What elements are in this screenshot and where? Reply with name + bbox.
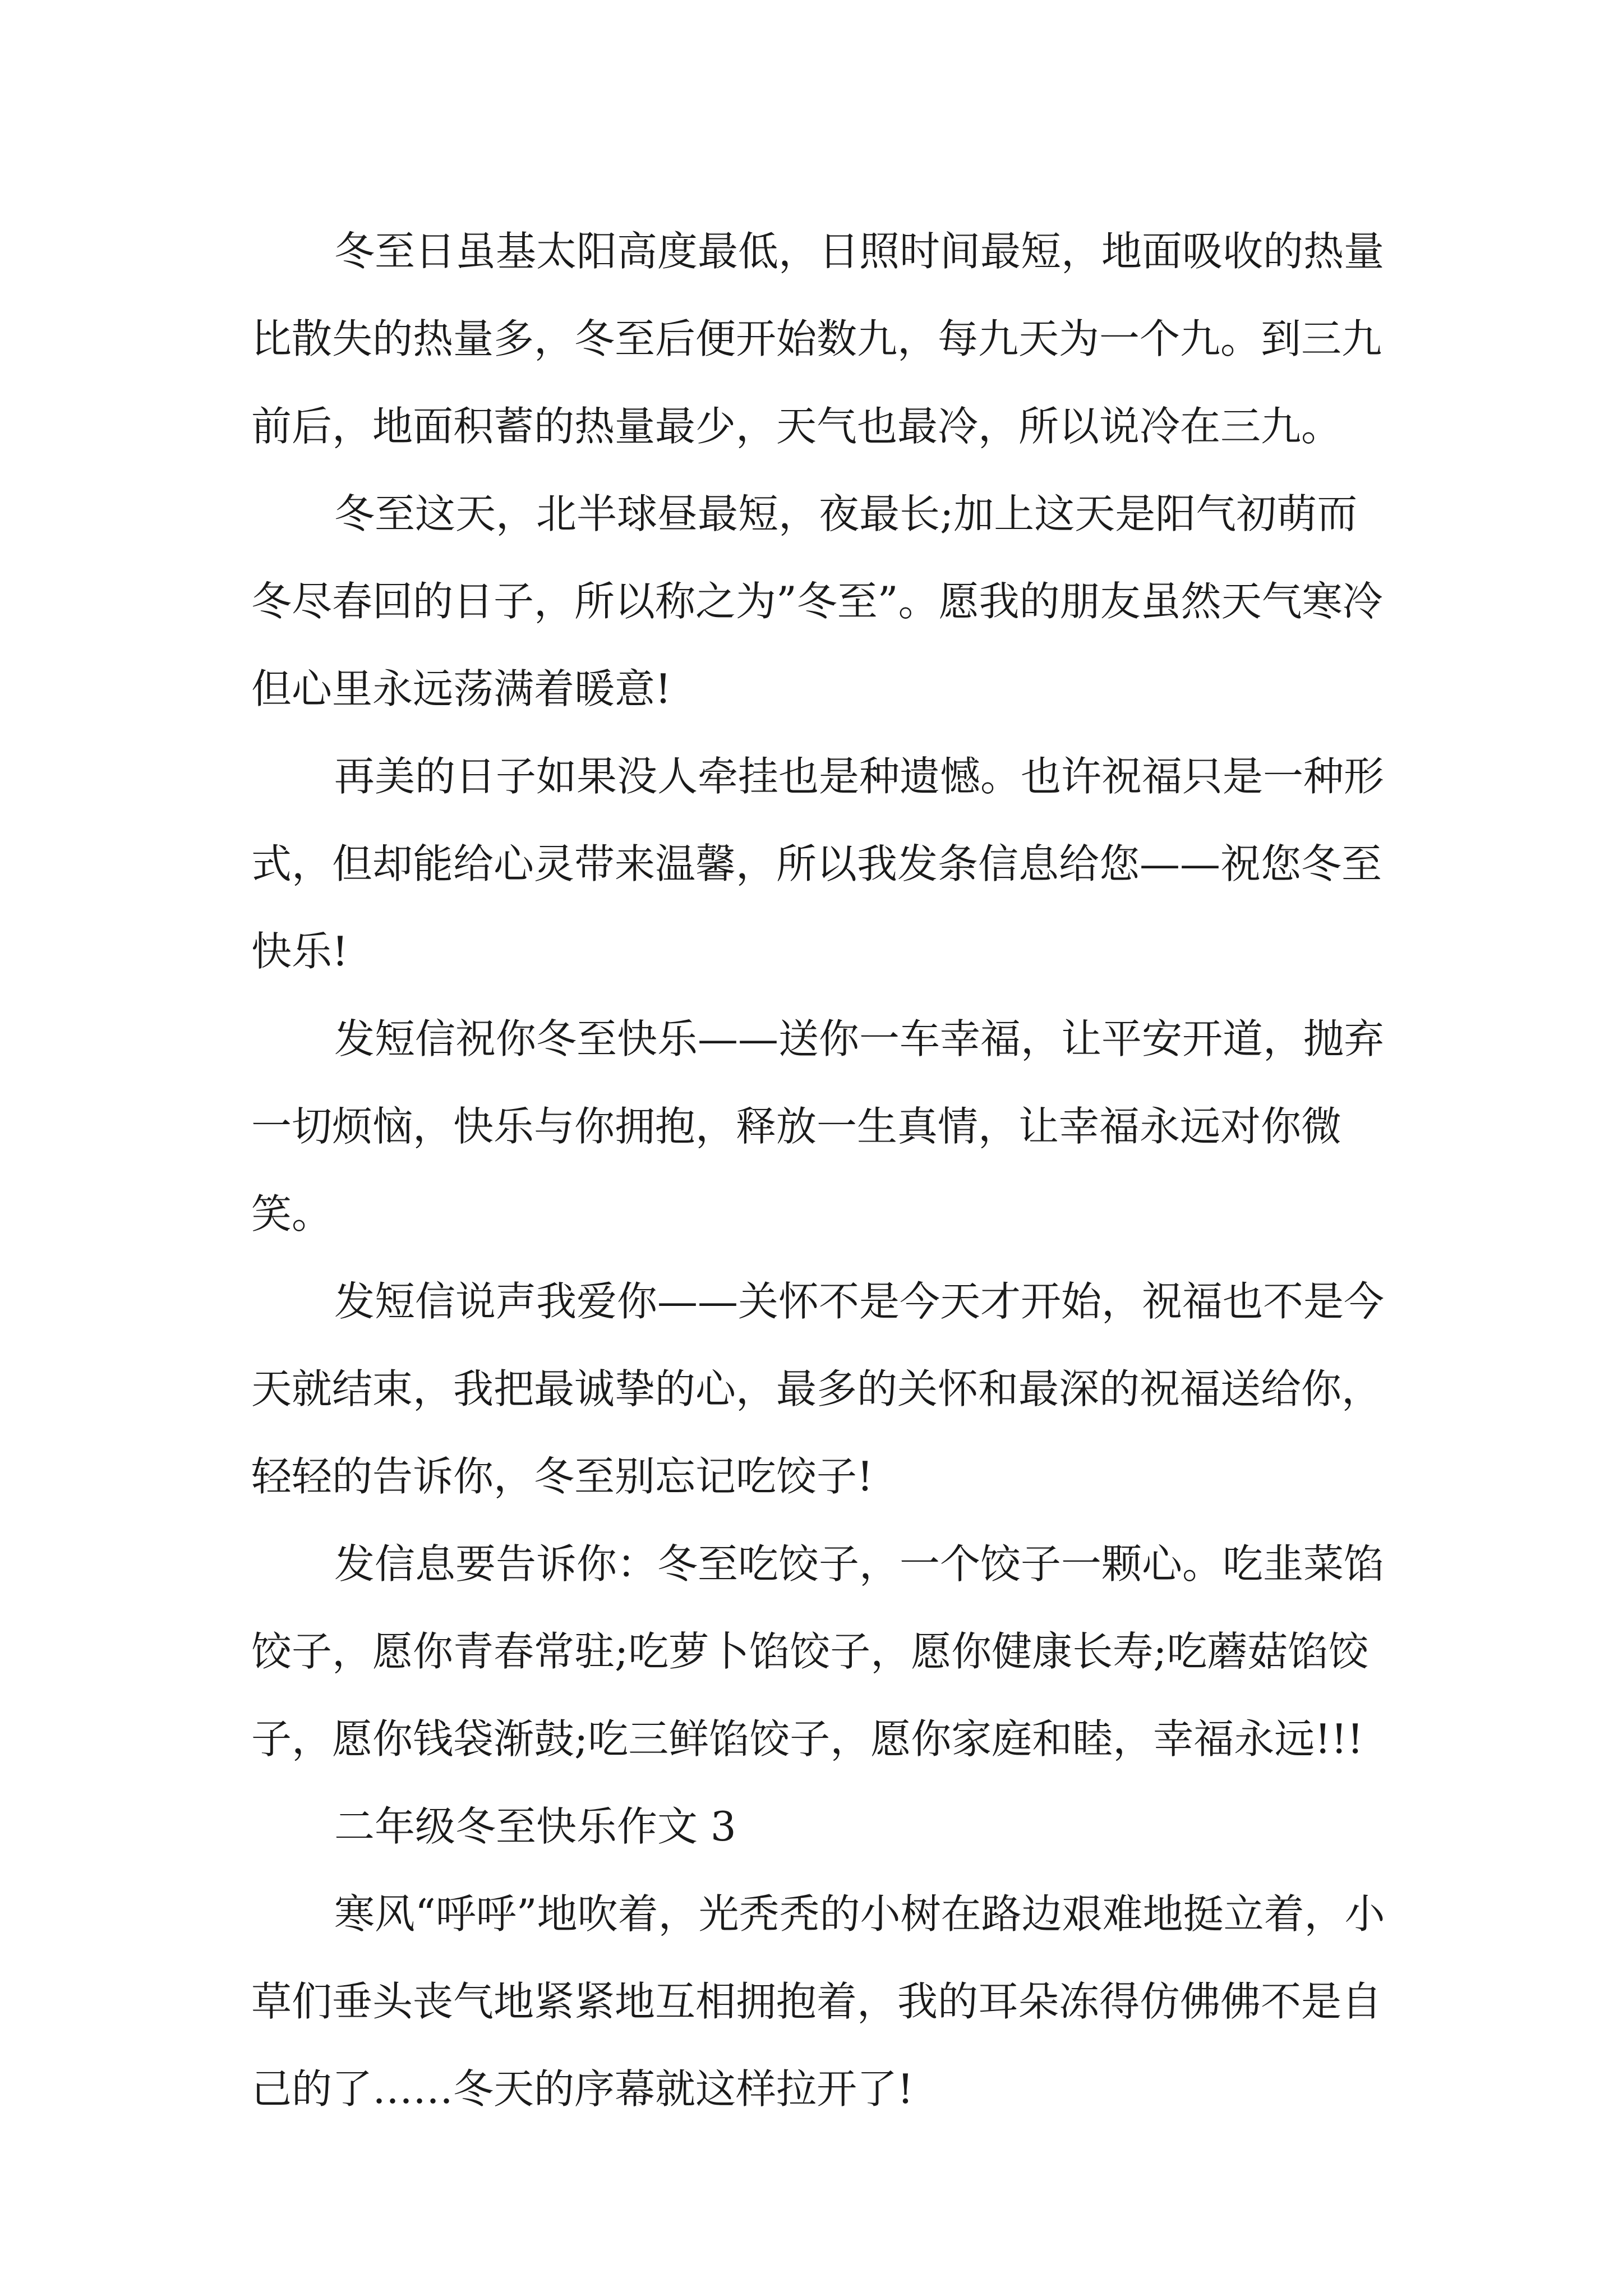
- paragraph-2: 冬至这天，北半球昼最短，夜最长;加上这天是阳气初萌而冬尽春回的日子，所以称之为”冬至”。愿我的朋友虽然天气寒冷但心里永远荡满着暖意!: [251, 490, 1383, 712]
- paragraph-4: 发短信祝你冬至快乐——送你一车幸福，让平安开道，抛弃一切烦恼，快乐与你拥抱，释放一生真情，让幸福永远对你微笑。: [251, 1015, 1385, 1237]
- paragraph-6: 发信息要告诉你：冬至吃饺子，一个饺子一颗心。吃韭菜馅饺子，愿你青春常驻;吃萝卜馅饺子，愿你健康长寿;吃蘑菇馅饺子，愿你钱袋渐鼓;吃三鲜馅饺子，愿你家庭和睦，幸福永远!!!: [251, 1540, 1385, 1763]
- section-heading: 二年级冬至快乐作文 3: [334, 1803, 736, 1850]
- document-body: [251, 208, 1390, 2133]
- paragraph-5: 发短信说声我爱你——关怀不是今天才开始，祝福也不是今天就结束，我把最诚挚的心，最多的关怀和最深的祝福送给你，轻轻的告诉你，冬至别忘记吃饺子!: [251, 1278, 1385, 1500]
- paragraph-3: 再美的日子如果没人牵挂也是种遗憾。也许祝福只是一种形式，但却能给心灵带来温馨，所以我发条信息给您——祝您冬至快乐!: [251, 753, 1385, 975]
- paragraph-1: 冬至日虽基太阳高度最低，日照时间最短，地面吸收的热量比散失的热量多，冬至后便开始数九，每九天为一个九。到三九前后，地面积蓄的热量最少，天气也最冷，所以说冷在三九。: [251, 228, 1385, 450]
- paragraph-7: 寒风“呼呼”地吹着，光秃秃的小树在路边艰难地挺立着，小草们垂头丧气地紧紧地互相拥抱着，我的耳朵冻得仿佛佛不是自己的了……冬天的序幕就这样拉开了!: [251, 1890, 1385, 2113]
